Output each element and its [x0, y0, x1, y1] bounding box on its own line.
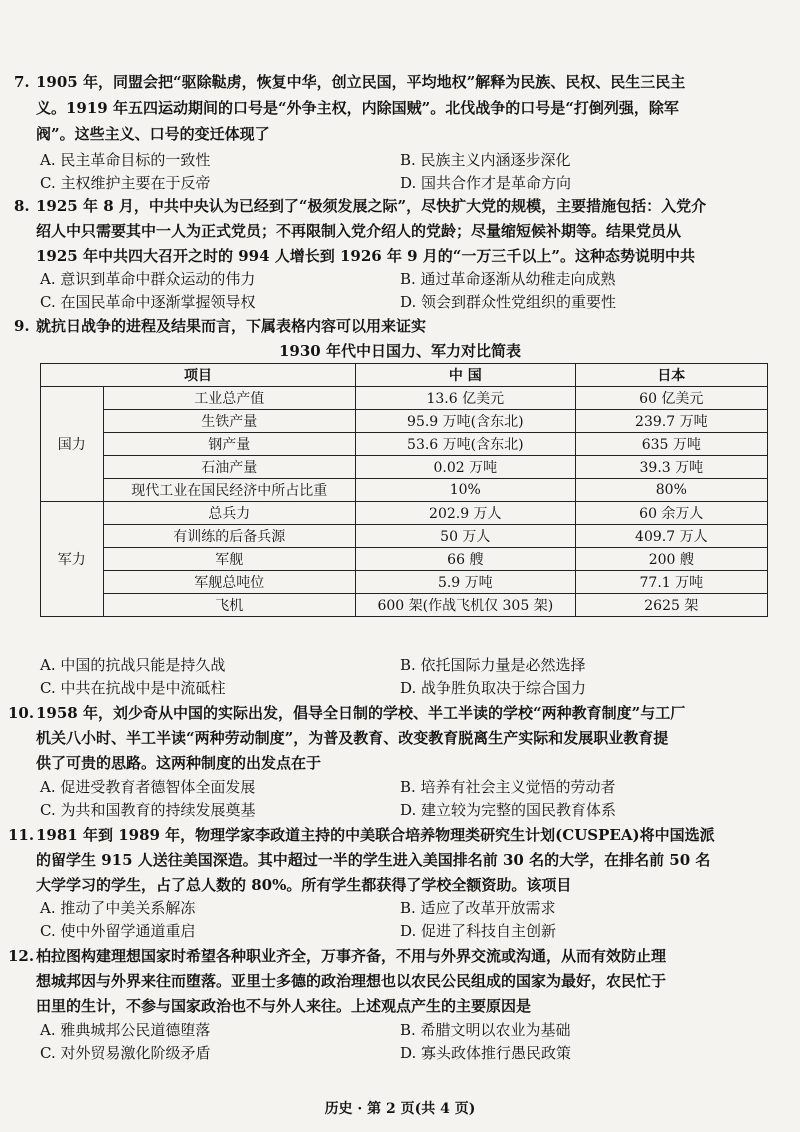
- group-military-power: 军力: [41, 502, 104, 617]
- row-label: 有训练的后备兵源: [103, 525, 355, 548]
- group-national-power: 国力: [41, 387, 104, 502]
- q7-option-d: D. 国共合作才是革命方向: [400, 174, 572, 192]
- japan-value: 409.7 万人: [575, 525, 767, 548]
- row-label: 钢产量: [103, 433, 355, 456]
- table-row: [41, 594, 768, 617]
- q12-line-1: 柏拉图构建理想国家时希望各种职业齐全，万事齐备，不用与外界交流或沟通，从而有效防止理: [36, 947, 667, 965]
- q11-option-c: C. 使中外留学通道重启: [40, 922, 196, 940]
- q10-option-b: B. 培养有社会主义觉悟的劳动者: [400, 778, 616, 796]
- japan-value: 80%: [575, 479, 767, 502]
- japan-value: 77.1 万吨: [575, 571, 767, 594]
- q9-option-c: C. 中共在抗战中是中流砥柱: [40, 679, 226, 697]
- q9-option-d: D. 战争胜负取决于综合国力: [400, 679, 587, 697]
- china-value: 10%: [355, 479, 575, 502]
- page-footer: 历史 · 第 2 页(共 4 页): [324, 1101, 476, 1117]
- china-value: 0.02 万吨: [355, 456, 575, 479]
- china-value: 5.9 万吨: [355, 571, 575, 594]
- table-row: [41, 387, 768, 410]
- q8-option-d: D. 领会到群众性党组织的重要性: [400, 293, 617, 311]
- table-row: [41, 525, 768, 548]
- q8-number: 8.: [14, 197, 30, 215]
- header-japan: 日本: [575, 364, 767, 387]
- q8-line-2: 绍人中只需要其中一人为正式党员；不再限制入党介绍人的党龄；尽量缩短候补期等。结果党员从: [36, 222, 682, 240]
- q8-line-3: 1925 年中共四大召开之时的 994 人增长到 1926 年 9 月的“一万三千以上”。这种态势说明中共: [36, 247, 696, 265]
- china-value: 53.6 万吨(含东北): [355, 433, 575, 456]
- table-row: [41, 456, 768, 479]
- row-label: 石油产量: [103, 456, 355, 479]
- q7-option-b: B. 民族主义内涵逐步深化: [400, 151, 571, 169]
- table-caption: 1930 年代中日国力、军力对比简表: [279, 342, 521, 360]
- q10-option-c: C. 为共和国教育的持续发展奠基: [40, 801, 256, 819]
- q10-line-2: 机关八小时、半工半读“两种劳动制度”，为普及教育、改变教育脱离生产实际和发展职业教育提: [36, 729, 669, 747]
- q11-line-2: 的留学生 915 人送往美国深造。其中超过一半的学生进入美国排名前 30 名的大学，在排名前 50 名: [36, 851, 711, 869]
- q8-line-1: 1925 年 8 月，中共中央认为已经到了“极须发展之际”，尽快扩大党的规模，主要措施包括：入党介: [36, 197, 707, 215]
- row-label: 军舰总吨位: [103, 571, 355, 594]
- china-value: 13.6 亿美元: [355, 387, 575, 410]
- q8-option-b: B. 通过革命逐渐从幼稚走向成熟: [400, 270, 616, 288]
- q7-line-2: 义。1919 年五四运动期间的口号是“外争主权，内除国贼”。北伐战争的口号是“打倒列强，除军: [36, 99, 679, 117]
- japan-value: 635 万吨: [575, 433, 767, 456]
- q9-option-b: B. 依托国际力量是必然选择: [400, 656, 586, 674]
- china-value: 600 架(作战飞机仅 305 架): [355, 594, 575, 617]
- header-china: 中 国: [355, 364, 575, 387]
- q12-option-a: A. 雅典城邦公民道德堕落: [40, 1021, 211, 1039]
- q12-option-c: C. 对外贸易激化阶级矛盾: [40, 1044, 211, 1062]
- q7-option-c: C. 主权维护主要在于反帝: [40, 174, 211, 192]
- table-row: [41, 548, 768, 571]
- china-value: 202.9 万人: [355, 502, 575, 525]
- q10-line-3: 供了可贵的思路。这两种制度的出发点在于: [36, 754, 322, 772]
- japan-value: 239.7 万吨: [575, 410, 767, 433]
- row-label: 军舰: [103, 548, 355, 571]
- table-row: [41, 571, 768, 594]
- row-label: 生铁产量: [103, 410, 355, 433]
- header-item: 项目: [41, 364, 356, 387]
- q10-number: 10.: [8, 704, 35, 722]
- china-value: 50 万人: [355, 525, 575, 548]
- q12-option-b: B. 希腊文明以农业为基础: [400, 1021, 571, 1039]
- japan-value: 60 余万人: [575, 502, 767, 525]
- q11-number: 11.: [8, 826, 35, 844]
- q11-option-b: B. 适应了改革开放需求: [400, 899, 556, 917]
- row-label: 飞机: [103, 594, 355, 617]
- q9-line-1: 就抗日战争的进程及结果而言，下属表格内容可以用来证实: [36, 317, 427, 335]
- japan-value: 60 亿美元: [575, 387, 767, 410]
- table-row: [41, 433, 768, 456]
- q10-option-d: D. 建立较为完整的国民教育体系: [400, 801, 617, 819]
- table-header-row: [41, 364, 768, 387]
- table-row: [41, 479, 768, 502]
- row-label: 工业总产值: [103, 387, 355, 410]
- q7-line-3: 阀”。这些主义、口号的变迁体现了: [36, 125, 270, 143]
- q12-line-3: 田里的生计，不参与国家政治也不与外人来往。上述观点产生的主要原因是: [36, 997, 532, 1015]
- q12-line-2: 想城邦因与外界来往而堕落。亚里士多德的政治理想也以农民公民组成的国家为最好，农民忙于: [36, 972, 667, 990]
- q12-option-d: D. 寡头政体推行愚民政策: [400, 1044, 572, 1062]
- q11-line-3: 大学学习的学生，占了总人数的 80%。所有学生都获得了学校全额资助。该项目: [36, 876, 572, 894]
- q11-option-a: A. 推动了中美关系解冻: [40, 899, 196, 917]
- row-label: 现代工业在国民经济中所占比重: [103, 479, 355, 502]
- japan-value: 39.3 万吨: [575, 456, 767, 479]
- china-value: 95.9 万吨(含东北): [355, 410, 575, 433]
- q10-line-1: 1958 年，刘少奇从中国的实际出发，倡导全日制的学校、半工半读的学校“两种教育制度”与工厂: [36, 704, 686, 722]
- table-row: [41, 410, 768, 433]
- q8-option-c: C. 在国民革命中逐渐掌握领导权: [40, 293, 256, 311]
- q12-number: 12.: [8, 947, 35, 965]
- q8-option-a: A. 意识到革命中群众运动的伟力: [40, 270, 256, 288]
- table-row: [41, 502, 768, 525]
- q7-option-a: A. 民主革命目标的一致性: [40, 151, 211, 169]
- q11-line-1: 1981 年到 1989 年，物理学家李政道主持的中美联合培养物理类研究生计划(CUSPEA)将中国选派: [36, 826, 715, 844]
- q10-option-a: A. 促进受教育者德智体全面发展: [40, 778, 256, 796]
- japan-value: 200 艘: [575, 548, 767, 571]
- japan-value: 2625 架: [575, 594, 767, 617]
- q9-option-a: A. 中国的抗战只能是持久战: [40, 656, 226, 674]
- china-value: 66 艘: [355, 548, 575, 571]
- row-label: 总兵力: [103, 502, 355, 525]
- q7-line-1: 1905 年，同盟会把“驱除鞑虏，恢复中华，创立民国，平均地权”解释为民族、民权、民生三民主: [36, 73, 686, 91]
- q9-number: 9.: [14, 317, 30, 335]
- q7-number: 7.: [14, 73, 30, 91]
- comparison-table: [40, 363, 768, 617]
- q11-option-d: D. 促进了科技自主创新: [400, 922, 557, 940]
